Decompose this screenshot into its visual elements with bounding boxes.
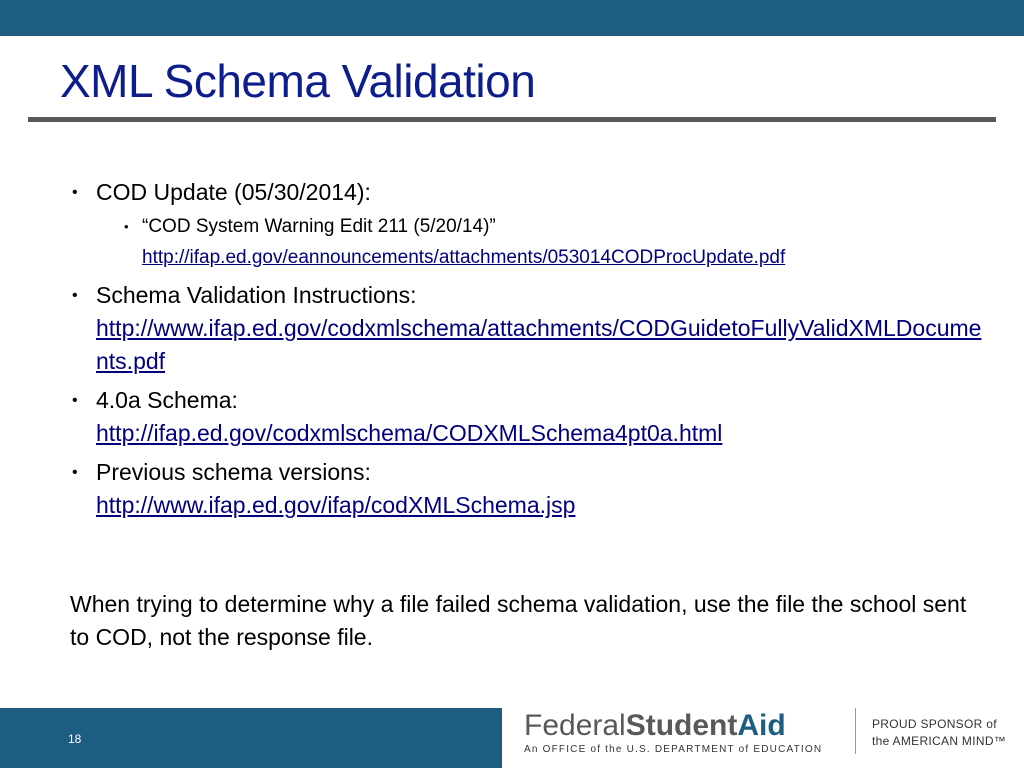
bullet-4-0a-schema xyxy=(70,384,990,450)
bullet-list xyxy=(70,176,990,528)
slide-title: XML Schema Validation xyxy=(60,55,536,107)
top-bar xyxy=(0,0,1024,36)
sub-bullet-text: “COD System Warning Edit 211 (5/20/14)” xyxy=(142,216,496,237)
bullet-text: 4.0a Schema: xyxy=(96,387,238,413)
logo-tagline: An OFFICE of the U.S. DEPARTMENT of EDUCATION xyxy=(524,744,823,755)
logo-student: Student xyxy=(625,709,738,742)
sub-bullet-warning-edit xyxy=(122,211,990,273)
sponsor-line-1: PROUD SPONSOR of xyxy=(872,717,997,731)
slide-number: 18 xyxy=(68,732,82,746)
logo-wordmark xyxy=(524,708,786,744)
bullet-text: COD Update (05/30/2014): xyxy=(96,179,371,205)
bullet-cod-update xyxy=(70,176,990,273)
logo-divider xyxy=(855,708,856,754)
federal-student-aid-logo xyxy=(524,708,844,764)
sponsor-line-2: the AMERICAN MIND™ xyxy=(872,734,1007,748)
bullet-text: Schema Validation Instructions: xyxy=(96,282,417,308)
bullet-previous-schema xyxy=(70,456,990,522)
schema-4-0a-link[interactable]: http://ifap.ed.gov/codxmlschema/CODXMLSchema4pt0a.html xyxy=(96,420,723,446)
bullet-schema-instructions xyxy=(70,279,990,378)
sponsor-text xyxy=(872,716,1006,750)
bullet-text: Previous schema versions: xyxy=(96,459,371,485)
cod-update-link[interactable]: http://ifap.ed.gov/eannouncements/attachments/053014CODProcUpdate.pdf xyxy=(142,247,786,268)
logo-federal: Federal xyxy=(524,709,626,742)
validation-note: When trying to determine why a file failed schema validation, use the file the school sent to COD, not the response file. xyxy=(70,591,967,650)
title-underline xyxy=(28,117,996,122)
schema-instructions-link[interactable]: http://www.ifap.ed.gov/codxmlschema/attachments/CODGuidetoFullyValidXMLDocuments.pdf xyxy=(96,315,982,374)
logo-aid: Aid xyxy=(737,709,786,742)
previous-schema-link[interactable]: http://www.ifap.ed.gov/ifap/codXMLSchema.jsp xyxy=(96,492,576,518)
